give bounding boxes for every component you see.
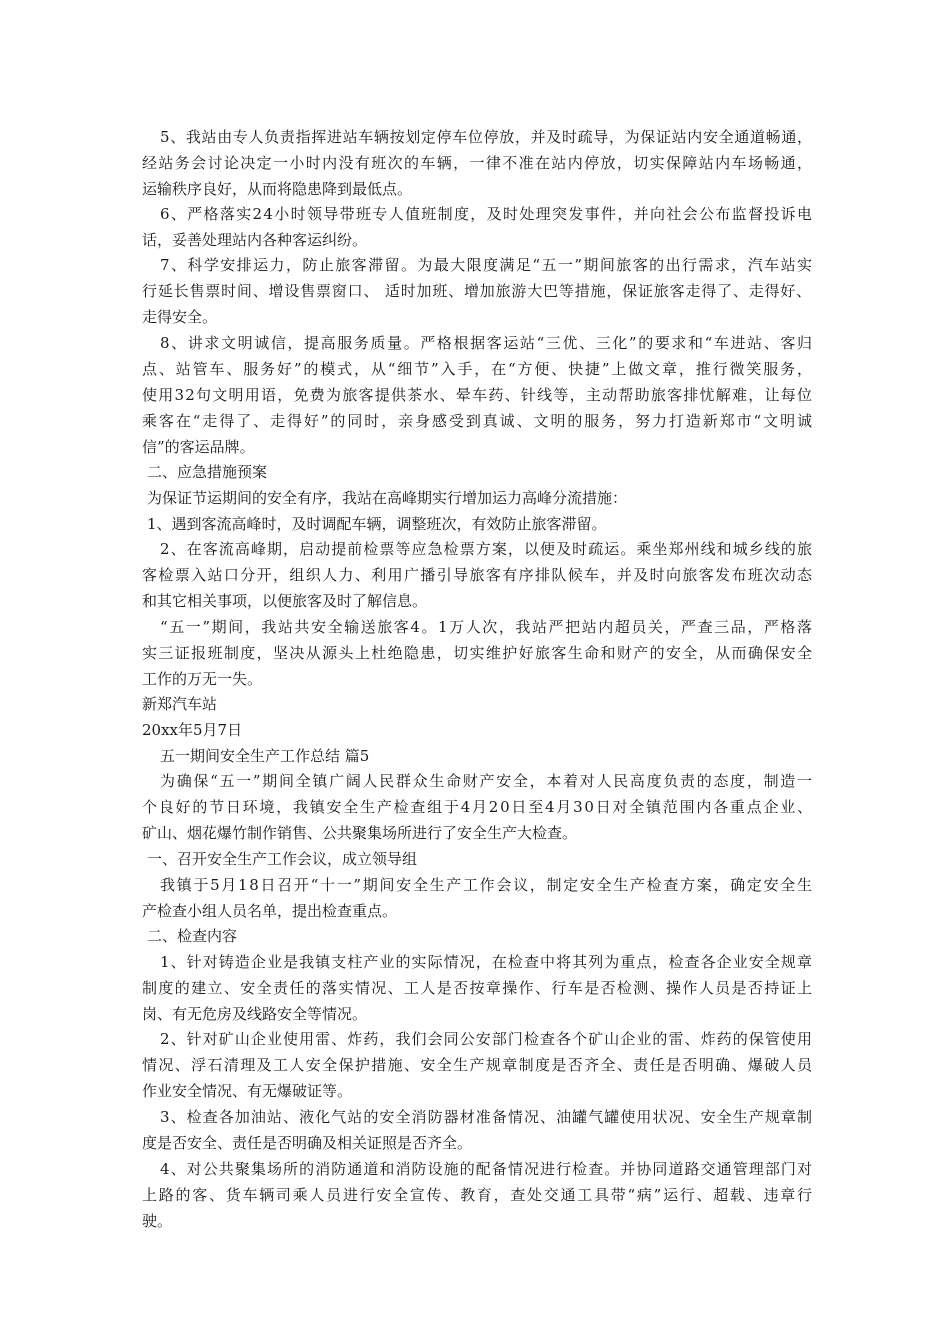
text-line: 使用32句文明用语，免费为旅客提供茶水、晕车药、针线等，主动帮助旅客排忧解难，让每位	[142, 385, 814, 404]
text-line: 我镇于5月18日召开“十一”期间安全生产工作会议，制定安全生产检查方案，确定安全生	[160, 876, 814, 894]
text-line: 8、讲求文明诚信，提高服务质量。严格根据客运站“三优、三化”的要求和“车进站、客归	[160, 334, 814, 352]
text-line: 为确保“五一”期间全镇广阔人民群众生命财产安全，本着对人民高度负责的态度，制造一	[160, 772, 814, 790]
text-line: 上路的客、货车辆司乘人员进行安全宣传、教育，查处交通工具带“病”运行、超载、违章行	[142, 1185, 814, 1204]
text-line: 信”的客运品牌。	[142, 437, 255, 456]
text-line: 和其它相关事项，以便旅客及时了解信息。	[142, 591, 428, 610]
text-line: 为保证节运期间的安全有序，我站在高峰期实行增加运力高峰分流措施：	[147, 489, 628, 507]
text-line: 度是否安全、责任是否明确及相关证照是否齐全。	[142, 1133, 473, 1152]
text-line: 驶。	[142, 1211, 173, 1230]
text-line: 矿山、烟花爆竹制作销售、公共聚集场所进行了安全生产大检查。	[142, 823, 578, 842]
text-line: 工作的万无一失。	[142, 669, 263, 688]
text-line: 行延长售票时间、增设售票窗口、 适时加班、增加旅游大巴等措施，保证旅客走得了、走得好、	[142, 281, 812, 300]
text-line: 3、检查各加油站、液化气站的安全消防器材准备情况、油罐气罐使用状况、安全生产规章制	[160, 1108, 814, 1126]
text-line: 情况、浮石清理及工人安全保护措施、安全生产规章制度是否齐全、责任是否明确、爆破人员	[142, 1055, 814, 1074]
text-line: 五一期间安全生产工作总结 篇5	[160, 747, 370, 765]
text-line: 4、对公共聚集场所的消防通道和消防设施的配备情况进行检查。并协同道路交通管理部门对	[160, 1160, 814, 1178]
text-line: 6、严格落实24小时领导带班专人值班制度，及时处理突发事件，并向社会公布监督投诉电	[160, 205, 814, 223]
text-line: 1、针对铸造企业是我镇支柱产业的实际情况，在检查中将其列为重点，检查各企业安全规章	[160, 953, 814, 971]
text-line: 实三证报班制度，坚决从源头上杜绝隐患，切实维护好旅客生命和财产的安全，从而确保安全	[142, 643, 814, 662]
text-line: 乘客在“走得了、走得好”的同时，亲身感受到真诚、文明的服务，努力打造新郑市“文明诚	[142, 411, 814, 430]
text-line: 经站务会讨论决定一小时内没有班次的车辆，一律不准在站内停放，切实保障站内车场畅通，	[142, 153, 814, 172]
text-line: “五一”期间，我站共安全输送旅客4。1万人次，我站严把站内超员关，严查三品，严格落	[160, 618, 814, 636]
text-line: 20xx年5月7日	[142, 721, 243, 739]
text-line: 二、检查内容	[147, 927, 238, 945]
text-line: 话，妥善处理站内各种客运纠纷。	[142, 230, 368, 249]
text-line: 5、我站由专人负责指挥进站车辆按划定停车位停放，并及时疏导，为保证站内安全通道畅通，	[160, 128, 813, 146]
text-line: 一、召开安全生产工作会议，成立领导组	[147, 850, 418, 868]
text-line: 作业安全情况、有无爆破证等。	[142, 1081, 353, 1100]
text-line: 1、遇到客流高峰时，及时调配车辆，调整班次，有效防止旅客滞留。	[147, 515, 607, 533]
text-line: 新郑汽车站	[142, 695, 218, 713]
text-line: 制度的建立、安全责任的落实情况、工人是否按章操作、行车是否检测、操作人员是否持证上	[142, 978, 814, 997]
text-line: 个良好的节日环境，我镇安全生产检查组于4月20日至4月30日对全镇范围内各重点企业、	[142, 797, 814, 816]
text-line: 7、科学安排运力，防止旅客滞留。为最大限度满足“五一”期间旅客的出行需求，汽车站实	[160, 256, 814, 274]
text-line: 运输秩序良好，从而将隐患降到最低点。	[142, 179, 413, 198]
text-line: 岗、有无危房及线路安全等情况。	[142, 1004, 368, 1023]
text-line: 点、站管车、服务好”的模式，从“细节”入手，在“方便、快捷”上做文章，推行微笑服务，	[142, 359, 814, 378]
text-line: 二、应急措施预案	[147, 463, 268, 481]
text-line: 产检查小组人员名单，提出检查重点。	[142, 901, 398, 920]
text-line: 走得安全。	[142, 307, 218, 326]
text-line: 客检票入站口分开，组织人力、利用广播引导旅客有序排队候车，并及时向旅客发布班次动态	[142, 565, 814, 584]
text-line: 2、针对矿山企业使用雷、炸药，我们会同公安部门检查各个矿山企业的雷、炸药的保管使用	[160, 1030, 814, 1048]
text-line: 2、在客流高峰期，启动提前检票等应急检票方案，以便及时疏运。乘坐郑州线和城乡线的旅	[160, 540, 814, 558]
